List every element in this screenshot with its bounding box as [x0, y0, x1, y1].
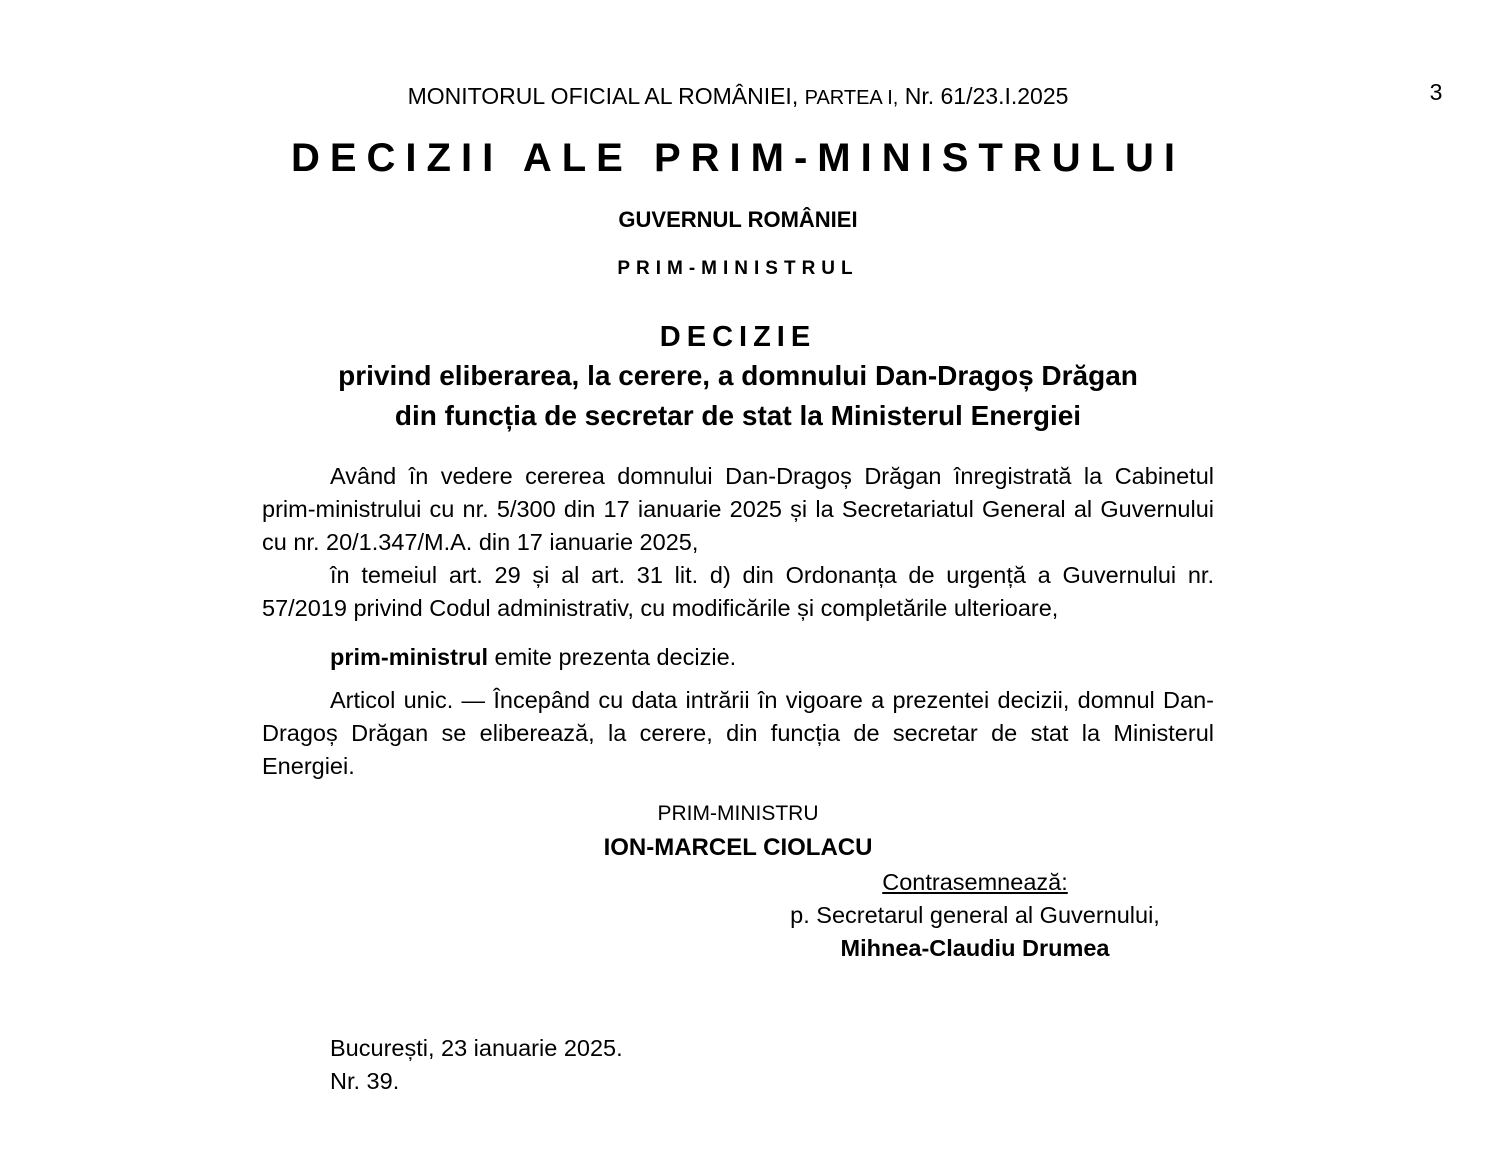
government-name: GUVERNUL ROMÂNIEI [618, 207, 858, 232]
decision-title-line2: din funcția de secretar de stat la Ministerul Energiei [394, 400, 1082, 431]
publication-issue: Nr. 61/23.I.2025 [904, 83, 1069, 109]
countersignature-block [740, 866, 1210, 965]
decision-title-line1: privind eliberarea, la cerere, a domnului Dan-Dragoș Drăgan [338, 360, 1138, 391]
publication-part: PARTEA I, [804, 87, 899, 109]
countersign-label: Contrasemnează: [882, 869, 1068, 895]
place-and-date: București, 23 ianuarie 2025. [330, 1035, 623, 1061]
publication-name: MONITORUL OFICIAL AL ROMÂNIEI, [407, 83, 799, 109]
section-title: DECIZII ALE PRIM-MINISTRULUI [290, 136, 1186, 180]
decision-body [262, 460, 1214, 783]
decision-type: DECIZIE [659, 321, 817, 353]
issuing-clause-rest: emite prezenta decizie. [487, 644, 737, 670]
preamble-paragraph-1: Având în vedere cererea domnului Dan-Dragoș Drăgan înregistrată la Cabinetul prim-ministrului cu nr. 5/300 din 17 ianuarie 2025 și la Secretariatul General al Guvernului cu nr. 20/1.347/M.A. din 17 ianuarie 2025, [262, 463, 1214, 555]
issuer-office: PRIM-MINISTRUL [617, 258, 859, 279]
decision-number: Nr. 39. [330, 1068, 400, 1094]
countersign-role: p. Secretarul general al Guvernului, [790, 902, 1160, 928]
issuing-clause [262, 641, 1214, 674]
signatory-role: PRIM-MINISTRU [657, 802, 819, 825]
running-header [262, 82, 1214, 112]
document-footer [330, 1032, 930, 1098]
preamble-paragraph-2: în temeiul art. 29 și al art. 31 lit. d) din Ordonanța de urgență a Guvernului nr. 57/2019 privind Codul administrativ, cu modificările și completările ulterioare, [262, 562, 1214, 621]
signatory-name: ION-MARCEL CIOLACU [603, 834, 873, 861]
countersign-name: Mihnea-Claudiu Drumea [840, 935, 1110, 961]
issuing-clause-subject: prim-ministrul [330, 644, 488, 670]
decision-heading [262, 318, 1214, 436]
page-number: 3 [1429, 79, 1443, 105]
single-article: Articol unic. — Începând cu data intrării în vigoare a prezentei decizii, domnul Dan-Dragoș Drăgan se eliberează, la cerere, din funcția de secretar de stat la Ministerul Energiei. [262, 687, 1214, 779]
